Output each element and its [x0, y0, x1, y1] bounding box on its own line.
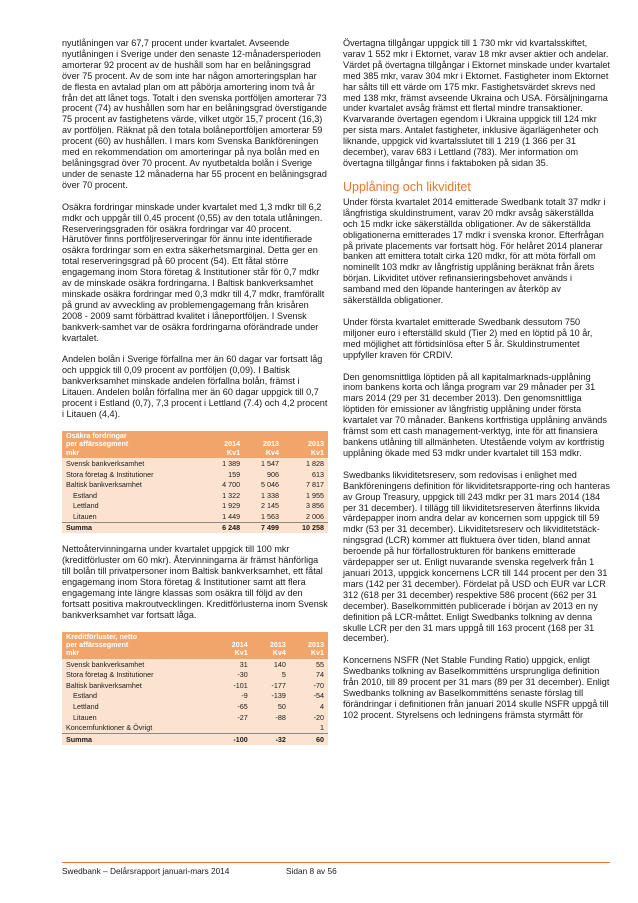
table-sum-row [62, 522, 328, 533]
paragraph-tier2: Under första kvartalet emitterade Swedbank dessutom 750 miljoner euro i efterställd skuld (Tier 2) med en löptid på 10 år, med möjlighet att förtidsinlösa efter 5 år. Skuldinstrumentet uppfyller kraven för CRDIV. [343, 316, 593, 360]
table-row [62, 469, 328, 480]
table-row [62, 701, 328, 712]
table-cell: 1 828 [283, 458, 328, 469]
table-row [62, 490, 328, 501]
table-cell: 1 547 [244, 458, 283, 469]
paragraph-osakra-fordringar: Osäkra fordringar minskade under kvartalet med 1,3 mdkr till 6,2 mdkr och uppgår till 0,45 procent (0,55) av den totala utlåningen. Reserveringsgraden för osäkra fordringar var 40 procent. Härutöver finns portföljreserveringar för ännu inte identifierade osäkra fordringar som en extra säkerhetsmarginal. Detta ger en total reserveringsgrad på 60 procent (54). Ett fåtal större engagemang inom Stora företag & Institutioner står för 0,7 mdkr av de minskade osäkra fordringarna. I Baltisk bankverksamhet minskade osäkra fordringar med 0,3 mdkr till 4,7 mdkr, framförallt på grund av avveckling av problemengagemang från krisåren 2008 - 2009 samt förbättrad kvalitet i låneportföljen. I Svensk bankverk-samhet var de osäkra fordringarna oförändrade under kvartalet. [62, 201, 325, 343]
paragraph-amortering: nyutlåningen var 67,7 procent under kvartalet. Avseende nyutlåningen i Sverige under den senaste 12-månadersperioden amorterar 92 procent av de hushåll som har en belåningsgrad över 75 procent. Av de som inte har någon amorteringsplan har de flesta en avtalad plan om att påbörja amortering inom två år från det att lånet togs. Totalt i den svenska portföljen amorterar 73 procent (74) av hushållen som har en belåningsgrad överstigande 75 procent av fastighetens värde, vilket utgör 15,7 procent (16,3) av portföljen. Räknat på den totala bolåneportföljen amorterar 59 procent (60) av hushållen. I mars kom Svenska Bankföreningen med en rekommendation om amorteringar på nya bolån med en belåningsgrad över 70 procent. Av nyutbetalda bolån i Sverige under de senaste 12 månaderna har 55 procent en belåningsgrad över 70 procent. [62, 38, 327, 190]
table-cell: 1 955 [283, 490, 328, 501]
table-cell: 7 817 [283, 479, 328, 490]
table-cell: -177 [252, 680, 290, 691]
page-number: Sidan 8 av 56 [286, 866, 337, 876]
paragraph-nsfr: Koncernens NSFR (Net Stable Funding Ratio) uppgick, enligt Swedbanks tolkning av Baselkommitténs ursprungliga definition från 2010, till 89 procent per 31 mars (89 per 31 december). Enligt Swedbanks tolkning av Baselkommitténs senaste förslag till förändringar i definitionen från januari 2014 skulle NSFR uppgå till 102 procent. Styrelsens och ledningens främsta styrmått för [343, 655, 610, 720]
row-label: Svensk bankverksamhet [62, 659, 214, 670]
table-cell: -88 [252, 712, 290, 723]
table-cell: 50 [252, 701, 290, 712]
table-row [62, 691, 328, 702]
column-header: 2013 Kv4 [252, 632, 290, 659]
table-cell: -9 [214, 691, 252, 702]
table-cell: -70 [290, 680, 328, 691]
paragraph-likviditetsreserv: Swedbanks likviditetsreserv, som redovisas i enlighet med Bankföreningens definition för likviditetsrapporte-ring och hanteras av Group Treasury, uppgick till 243 mdkr per 31 mars 2014 (184 per 31 december). I tillägg till likviditetsreserven återfinns likvida värdepapper inom andra delar av koncernen som uppgick till 59 mdkr (53 per 31 december). Likviditetsreserv och likviditetstäck-ningsgrad (LCR) kommer att fluktuera över tiden, bland annat beroende på hur förfallostrukturen för bankens emitterade värdepapper ser ut. Enligt nuvarande svenska regelverk från 1 januari 2013, uppgick koncernens LCR till 144 procent per den 31 mars (142 per 31 december). Fördelat på USD och EUR var LCR 312 (618 per 31 december) respektive 586 procent (662 per 31 december). Baselkommittén publicerade i början av 2013 en ny definition på LCR-måttet. Enligt Swedbanks tolkning av denna skulle LCR per den 31 mars uppgå till 163 procent (168 per 31 december). [343, 469, 610, 644]
table-cell: 1 929 [205, 501, 244, 512]
row-label: Svensk bankverksamhet [62, 458, 205, 469]
table-cell: 3 856 [283, 501, 328, 512]
row-label: Litauen [62, 712, 214, 723]
table-cell: 31 [214, 659, 252, 670]
row-label: Lettland [62, 501, 205, 512]
table-cell: 906 [244, 469, 283, 480]
table-cell: -30 [214, 669, 252, 680]
table-cell: 60 [290, 734, 328, 745]
table-cell: 1 [290, 722, 328, 733]
table-sum-row [62, 734, 328, 745]
table-row [62, 511, 328, 522]
table-cell: 55 [290, 659, 328, 670]
table-cell: 1 449 [205, 511, 244, 522]
row-label: Estland [62, 490, 205, 501]
table-row [62, 501, 328, 512]
table-cell: -54 [290, 691, 328, 702]
table-cell: 1 563 [244, 511, 283, 522]
table-cell: 10 258 [283, 522, 328, 533]
table-cell [214, 722, 252, 733]
paragraph-overtagna-tillgangar: Övertagna tillgångar uppgick till 1 730 mkr vid kvartalsskiftet, varav 1 552 mkr i Ektornet, varav 18 mkr avser aktier och andelar. Värdet på övertagna tillgångar i Ektornet minskade under kvartalet med 385 mkr, varav 304 mkr i Ektornet. Fastigheter inom Ektornet har sålts till ett värde om 175 mkr. Fastighetsvärdet skrevs ned med 138 mkr, främst avseende Ukraina och USA. Försäljningarna under kvartalet avsåg främst ett flertal mindre transaktioner. Kvarvarande övertagen egendom i Ukraina uppgick till 124 mkr per sista mars. Antalet fastigheter, inklusive ägarlägenheter och liknande, uppgick vid kvartalsslutet till 1 219 (1 366 per 31 december), varav 683 i Lettland (783). Mer information om övertagna tillgångar finns i faktaboken på sidan 35. [343, 38, 610, 168]
table-header-label: Osäkra fordringar per affärssegment mkr [62, 431, 205, 458]
table-cell: 2 145 [244, 501, 283, 512]
table-cell: -27 [214, 712, 252, 723]
row-label: Summa [62, 522, 205, 533]
table-row [62, 479, 328, 490]
paragraph-loptid: Den genomsnittliga löptiden på all kapitalmarknads-upplåning inom bankens korta och långa program var 29 månader per 31 mars 2014 (29 per 31 december 2013). Den genomsnittliga löptiden för emissioner av långfristig upplåning under första kvartalet var 70 månader. Bankens kortfristiga upplåning används främst som ett cash management-verktyg, inte för att finansiera bankens utlåning till allmänheten. Utestående volym av kortfristig upplåning ökade med 53 mdkr under kvartalet till 153 mdkr. [343, 371, 607, 458]
table-cell: 5 [252, 669, 290, 680]
table-header-row [62, 431, 328, 458]
table-cell: 1 322 [205, 490, 244, 501]
table-cell: -65 [214, 701, 252, 712]
column-header: 2013 Kv1 [290, 632, 328, 659]
table-row [62, 458, 328, 469]
table-cell: 2 006 [283, 511, 328, 522]
section-heading: Upplåning och likviditet [343, 179, 471, 194]
table-cell: 140 [252, 659, 290, 670]
column-header: 2013 Kv1 [283, 431, 328, 458]
footer-title: Swedbank – Delårsrapport januari-mars 2014 [62, 866, 230, 876]
table-row [62, 659, 328, 670]
table-cell: 613 [283, 469, 328, 480]
table-header-row [62, 632, 328, 659]
osakra-fordringar-table [62, 431, 328, 533]
table-cell: 4 [290, 701, 328, 712]
column-header: 2014 Kv1 [214, 632, 252, 659]
table-cell: 74 [290, 669, 328, 680]
table-cell: -32 [252, 734, 290, 745]
table-cell: -20 [290, 712, 328, 723]
row-label: Summa [62, 734, 214, 745]
table-row [62, 680, 328, 691]
paragraph-forfallna-bolan: Andelen bolån i Sverige förfallna mer än 60 dagar var fortsatt låg och uppgick till 0,09 procent av portföljen (0,09). I Baltisk bankverksamhet minskade andelen förfallna bolån, främst i Litauen. Andelen bolån förfallna mer än 60 dagar uppgick till 0,7 procent i Estland (0,7), 7,3 procent i Lettland (7.4) och 4,2 procent i Litauen (4,4). [62, 354, 328, 419]
table-row [62, 722, 328, 733]
table-cell: -101 [214, 680, 252, 691]
page-footer [62, 862, 610, 876]
table-row [62, 712, 328, 723]
row-label: Koncernfunktioner & Övrigt [62, 722, 214, 733]
right-column [343, 38, 610, 732]
kreditforluster-table [62, 632, 328, 745]
column-header: 2013 Kv4 [244, 431, 283, 458]
table-cell: -100 [214, 734, 252, 745]
row-label: Baltisk bankverksamhet [62, 479, 205, 490]
paragraph-emissioner: Under första kvartalet 2014 emitterade Swedbank totalt 37 mdkr i långfristiga skuldinstrument, varav 20 mdkr avsåg säkerställda och 15 mdkr icke säkerställda obligationer. Av de säkerställda obligationerna emitterades 17 mdkr i svenska kronor. Efterfrågan på private placements var fortsatt hög. För helåret 2014 planerar banken att emittera totalt cirka 120 mdkr, för att möta förfall om nominellt 103 mdkr av långfristig upplåning beräknat från årets början. Likviditet utöver refinansieringsbehovet används i samband med den löpande hanteringen av återköp av säkerställda obligationer. [343, 196, 606, 306]
left-column [62, 38, 328, 756]
table-cell: 4 700 [205, 479, 244, 490]
row-label: Estland [62, 691, 214, 702]
row-label: Baltisk bankverksamhet [62, 680, 214, 691]
table-cell [252, 722, 290, 733]
table-cell: 7 499 [244, 522, 283, 533]
row-label: Litauen [62, 511, 205, 522]
table-header-label: Kreditförluster, netto per affärssegment mkr [62, 632, 214, 659]
table-cell: 159 [205, 469, 244, 480]
row-label: Lettland [62, 701, 214, 712]
table-cell: 6 248 [205, 522, 244, 533]
row-label: Stora företag & Institutioner [62, 469, 205, 480]
row-label: Stora företag & Institutioner [62, 669, 214, 680]
table-cell: 1 338 [244, 490, 283, 501]
table-cell: 5 046 [244, 479, 283, 490]
table-cell: -139 [252, 691, 290, 702]
column-header: 2014 Kv1 [205, 431, 244, 458]
paragraph-nettoatervinningar: Nettoåtervinningarna under kvartalet uppgick till 100 mkr (kreditförluster om 60 mkr). Återvinningarna är främst hänförliga till bolån till privatpersoner inom Baltisk bankverksamhet, ett fåtal engagemang inom Stora företag & Institutioner samt att flera engagemang inte längre klassas som osäkra till följd av den fortsatt positiva makroutvecklingen. Kreditförlusterna inom Svensk bankverksamhet var fortsatt låga. [62, 544, 328, 620]
table-row [62, 669, 328, 680]
table-cell: 1 389 [205, 458, 244, 469]
